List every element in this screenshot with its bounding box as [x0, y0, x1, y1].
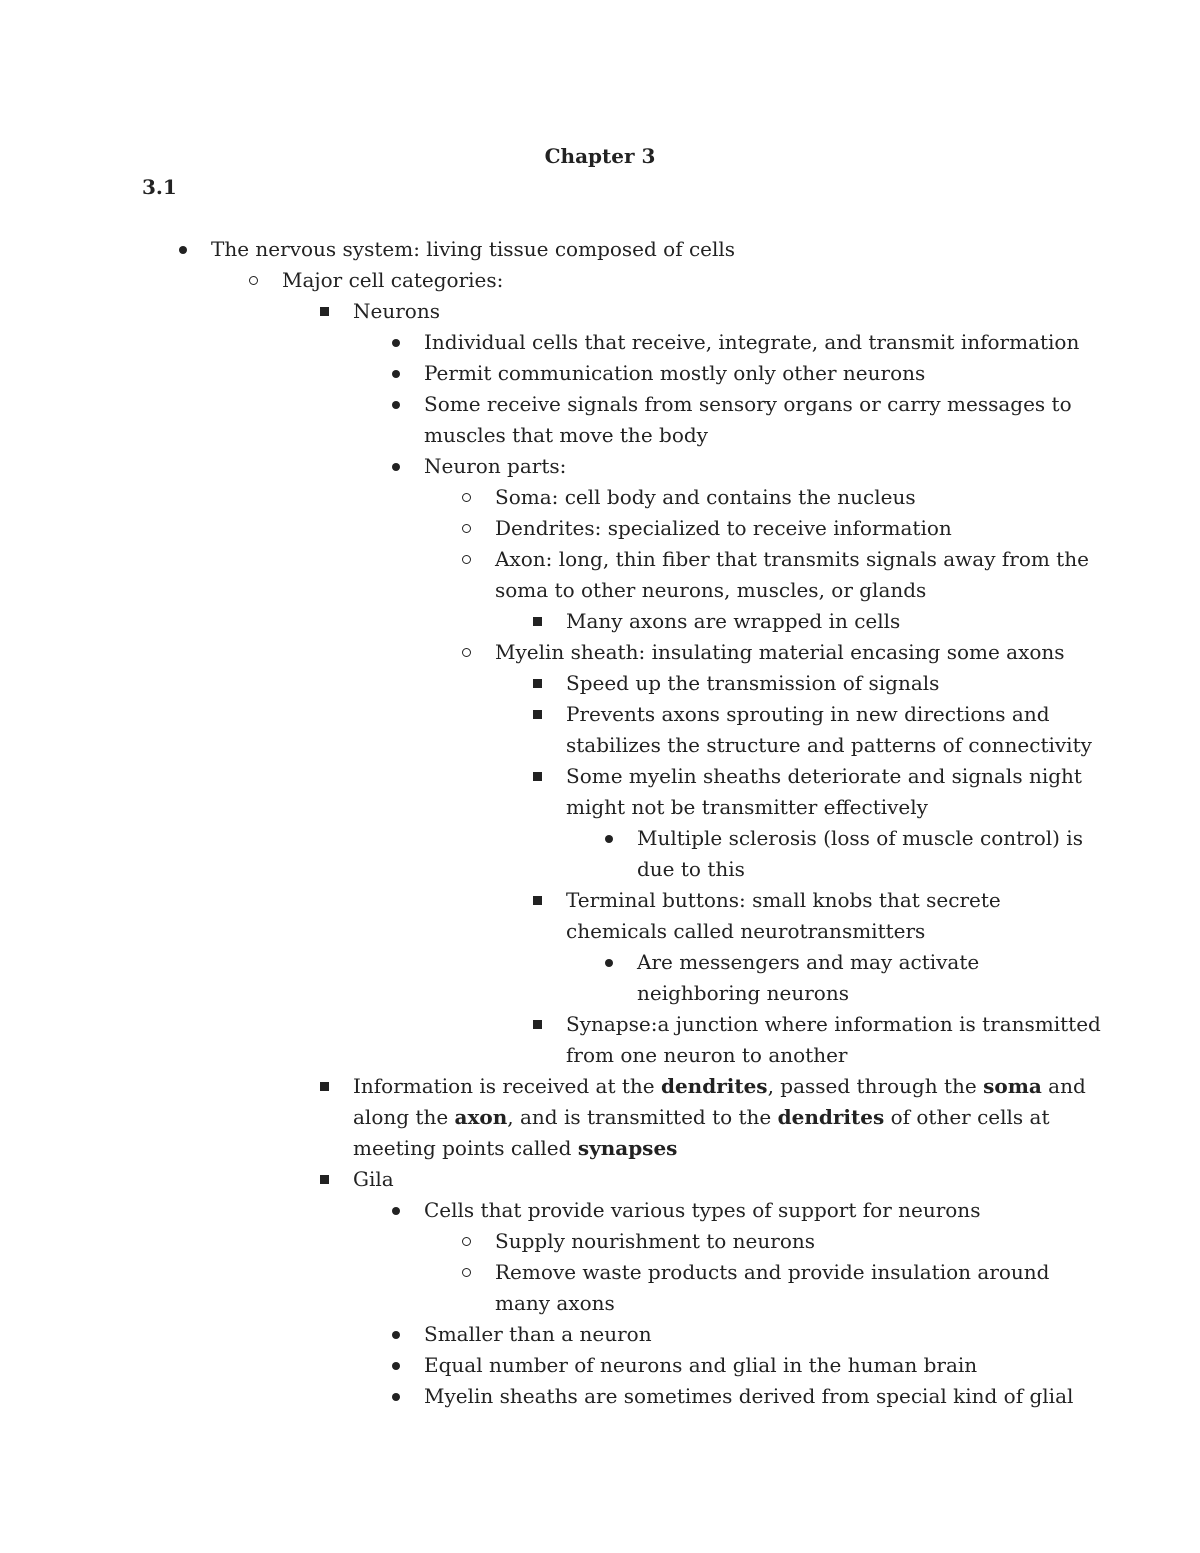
text-run: Gila	[353, 1167, 394, 1191]
text-run: many axons	[495, 1291, 615, 1315]
list-item	[0, 1071, 1200, 1164]
list-item	[0, 885, 1200, 947]
text-run: Some myelin sheaths deteriorate and signals night	[566, 764, 1082, 788]
text-run: Axon: long, thin fiber that transmits signals away from the	[495, 547, 1089, 571]
list-item-line	[353, 1164, 1200, 1195]
list-item	[0, 699, 1200, 761]
text-run: The nervous system: living tissue composed of cells	[211, 237, 736, 261]
list-item-line	[424, 420, 1200, 451]
list-item-line	[495, 544, 1200, 575]
text-run: muscles that move the body	[424, 423, 708, 447]
outline-list	[0, 234, 1200, 1412]
circle-bullet-icon	[458, 1226, 478, 1257]
bold-term: soma	[983, 1074, 1042, 1098]
circle-bullet-icon	[458, 482, 478, 513]
list-item-line	[566, 1040, 1200, 1071]
square-bullet-icon	[316, 1071, 336, 1102]
text-run: Remove waste products and provide insulation around	[495, 1260, 1050, 1284]
list-item	[0, 513, 1200, 544]
list-item-line	[353, 1071, 1200, 1102]
text-run: stabilizes the structure and patterns of connectivity	[566, 733, 1092, 757]
bold-term: dendrites	[777, 1105, 885, 1129]
disc-bullet-icon	[387, 389, 407, 420]
list-item	[0, 637, 1200, 668]
text-run: Soma: cell body and contains the nucleus	[495, 485, 916, 509]
list-item-line	[495, 513, 1200, 544]
list-item-line	[424, 389, 1200, 420]
disc-bullet-icon	[387, 1195, 407, 1226]
list-item-line	[637, 854, 1200, 885]
text-run: Prevents axons sprouting in new directions and	[566, 702, 1050, 726]
square-bullet-icon	[529, 668, 549, 699]
text-run: Individual cells that receive, integrate, and transmit information	[424, 330, 1080, 354]
list-item	[0, 1226, 1200, 1257]
text-run: Are messengers and may activate	[637, 950, 980, 974]
list-item-line	[495, 1288, 1200, 1319]
text-run: Dendrites: specialized to receive information	[495, 516, 952, 540]
text-run: Permit communication mostly only other neurons	[424, 361, 926, 385]
text-run: Myelin sheath: insulating material encasing some axons	[495, 640, 1065, 664]
list-item-line	[566, 792, 1200, 823]
text-run: neighboring neurons	[637, 981, 849, 1005]
square-bullet-icon	[529, 761, 549, 792]
text-run: chemicals called neurotransmitters	[566, 919, 926, 943]
disc-bullet-icon	[387, 1319, 407, 1350]
text-run: , and is transmitted to the	[507, 1105, 778, 1129]
disc-bullet-icon	[387, 1381, 407, 1412]
circle-bullet-icon	[458, 637, 478, 668]
list-item-line	[424, 358, 1200, 389]
disc-bullet-icon	[387, 327, 407, 358]
list-item-line	[424, 327, 1200, 358]
text-run: Myelin sheaths are sometimes derived from special kind of glial	[424, 1384, 1074, 1408]
list-item	[0, 296, 1200, 327]
disc-bullet-icon	[600, 823, 620, 854]
list-item	[0, 668, 1200, 699]
text-run: Supply nourishment to neurons	[495, 1229, 815, 1253]
list-item	[0, 327, 1200, 358]
list-item	[0, 761, 1200, 823]
list-item	[0, 1195, 1200, 1226]
list-item-line	[566, 699, 1200, 730]
square-bullet-icon	[529, 885, 549, 916]
list-item	[0, 482, 1200, 513]
square-bullet-icon	[529, 699, 549, 730]
text-run: Speed up the transmission of signals	[566, 671, 940, 695]
bold-term: synapses	[577, 1136, 678, 1160]
page-title: Chapter 3	[544, 144, 656, 168]
list-item-line	[495, 1226, 1200, 1257]
text-run: from one neuron to another	[566, 1043, 848, 1067]
list-item-line	[637, 823, 1200, 854]
list-item-line	[211, 234, 1200, 265]
text-run: Neurons	[353, 299, 440, 323]
list-item-line	[566, 761, 1200, 792]
list-item-line	[566, 916, 1200, 947]
list-item	[0, 1381, 1200, 1412]
list-item-line	[566, 1009, 1200, 1040]
list-item-line	[566, 668, 1200, 699]
list-item	[0, 606, 1200, 637]
text-run: Synapse:a junction where information is transmitted	[566, 1012, 1101, 1036]
text-run: along the	[353, 1105, 455, 1129]
list-item	[0, 544, 1200, 606]
text-run: and	[1041, 1074, 1086, 1098]
list-item	[0, 1350, 1200, 1381]
list-item	[0, 947, 1200, 1009]
list-item	[0, 1319, 1200, 1350]
list-item-line	[495, 637, 1200, 668]
text-run: Multiple sclerosis (loss of muscle control) is	[637, 826, 1083, 850]
list-item-line	[637, 978, 1200, 1009]
list-item-line	[353, 296, 1200, 327]
list-item-line	[353, 1102, 1200, 1133]
square-bullet-icon	[529, 606, 549, 637]
text-run: Information is received at the	[353, 1074, 661, 1098]
list-item-line	[424, 1381, 1200, 1412]
text-run: soma to other neurons, muscles, or glands	[495, 578, 927, 602]
list-item-line	[566, 606, 1200, 637]
bold-term: dendrites	[660, 1074, 768, 1098]
circle-bullet-icon	[245, 265, 265, 296]
list-item	[0, 389, 1200, 451]
disc-bullet-icon	[387, 1350, 407, 1381]
list-item	[0, 265, 1200, 296]
list-item-line	[495, 575, 1200, 606]
list-item-line	[282, 265, 1200, 296]
text-run: , passed through the	[767, 1074, 984, 1098]
text-run: Cells that provide various types of support for neurons	[424, 1198, 981, 1222]
list-item-line	[637, 947, 1200, 978]
text-run: of other cells at	[884, 1105, 1050, 1129]
list-item	[0, 234, 1200, 265]
list-item-line	[424, 1350, 1200, 1381]
disc-bullet-icon	[387, 451, 407, 482]
list-item	[0, 1257, 1200, 1319]
list-item-line	[495, 1257, 1200, 1288]
list-item-line	[353, 1133, 1200, 1164]
text-run: Smaller than a neuron	[424, 1322, 652, 1346]
text-run: meeting points called	[353, 1136, 578, 1160]
disc-bullet-icon	[600, 947, 620, 978]
text-run: Terminal buttons: small knobs that secrete	[566, 888, 1001, 912]
list-item	[0, 823, 1200, 885]
list-item-line	[566, 885, 1200, 916]
square-bullet-icon	[316, 1164, 336, 1195]
text-run: due to this	[637, 857, 745, 881]
circle-bullet-icon	[458, 544, 478, 575]
list-item	[0, 451, 1200, 482]
square-bullet-icon	[529, 1009, 549, 1040]
circle-bullet-icon	[458, 513, 478, 544]
text-run: Neuron parts:	[424, 454, 567, 478]
list-item-line	[424, 451, 1200, 482]
list-item	[0, 1164, 1200, 1195]
square-bullet-icon	[316, 296, 336, 327]
disc-bullet-icon	[387, 358, 407, 389]
text-run: Some receive signals from sensory organs or carry messages to	[424, 392, 1072, 416]
text-run: Major cell categories:	[282, 268, 504, 292]
section-heading: 3.1	[142, 175, 177, 199]
text-run: Equal number of neurons and glial in the human brain	[424, 1353, 978, 1377]
circle-bullet-icon	[458, 1257, 478, 1288]
bold-term: axon	[454, 1105, 508, 1129]
list-item-line	[566, 730, 1200, 761]
disc-bullet-icon	[174, 234, 194, 265]
list-item-line	[424, 1195, 1200, 1226]
list-item-line	[424, 1319, 1200, 1350]
text-run: Many axons are wrapped in cells	[566, 609, 901, 633]
list-item	[0, 1009, 1200, 1071]
list-item	[0, 358, 1200, 389]
text-run: might not be transmitter effectively	[566, 795, 928, 819]
list-item-line	[495, 482, 1200, 513]
